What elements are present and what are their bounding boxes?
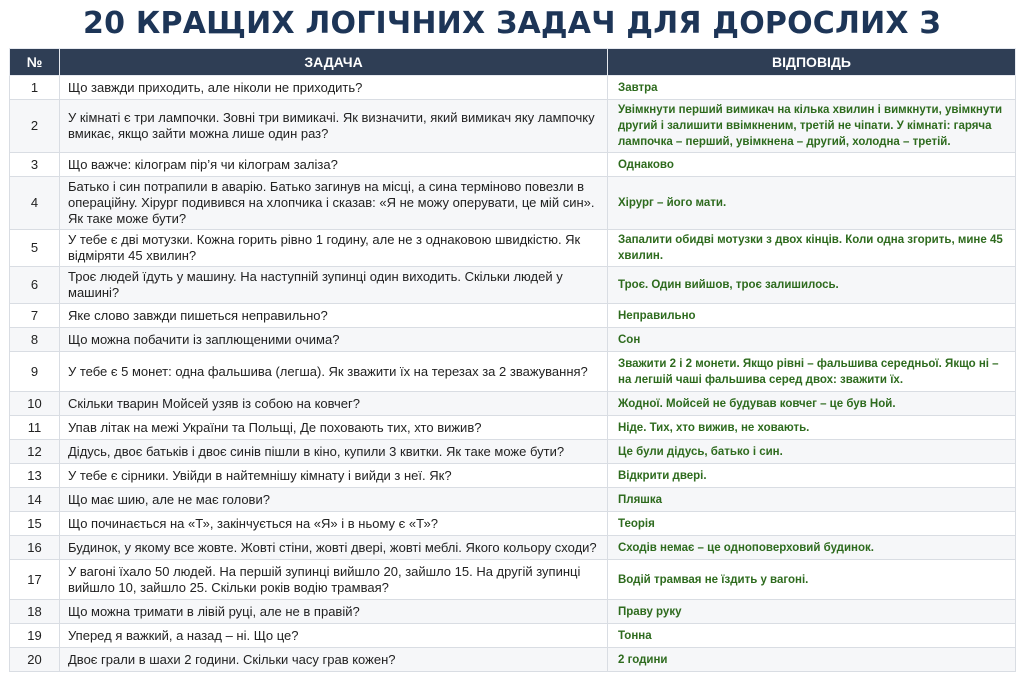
row-answer: Сходів немає – це одноповерховий будинок. bbox=[608, 536, 1016, 560]
row-task: У кімнаті є три лампочки. Зовні три вимикачі. Як визначити, який вимикач яку лампочку вмикає, якщо зайти можна лише один раз? bbox=[60, 100, 608, 153]
row-number: 5 bbox=[10, 230, 60, 267]
row-number: 9 bbox=[10, 352, 60, 392]
table-row bbox=[10, 304, 1016, 328]
row-task: Що завжди приходить, але ніколи не приходить? bbox=[60, 76, 608, 100]
row-task: У тебе є дві мотузки. Кожна горить рівно 1 годину, але не з однаковою швидкістю. Як відміряти 45 хвилин? bbox=[60, 230, 608, 267]
row-number: 8 bbox=[10, 328, 60, 352]
row-number: 17 bbox=[10, 560, 60, 600]
row-task: Троє людей їдуть у машину. На наступній зупинці один виходить. Скільки людей у машині? bbox=[60, 267, 608, 304]
table-row bbox=[10, 352, 1016, 392]
row-task: Упав літак на межі України та Польщі, Де поховають тих, хто вижив? bbox=[60, 416, 608, 440]
row-number: 18 bbox=[10, 600, 60, 624]
row-number: 2 bbox=[10, 100, 60, 153]
row-answer: Неправильно bbox=[608, 304, 1016, 328]
table-row bbox=[10, 536, 1016, 560]
table-row bbox=[10, 648, 1016, 672]
row-task: Що починається на «Т», закінчується на «Я» і в ньому є «Т»? bbox=[60, 512, 608, 536]
row-task: Будинок, у якому все жовте. Жовті стіни, жовті двері, жовті меблі. Якого кольору сходи? bbox=[60, 536, 608, 560]
row-answer: Однаково bbox=[608, 153, 1016, 177]
table-row bbox=[10, 267, 1016, 304]
row-number: 14 bbox=[10, 488, 60, 512]
row-number: 16 bbox=[10, 536, 60, 560]
table-row bbox=[10, 488, 1016, 512]
row-number: 11 bbox=[10, 416, 60, 440]
row-task: Яке слово завжди пишеться неправильно? bbox=[60, 304, 608, 328]
row-number: 19 bbox=[10, 624, 60, 648]
table-row bbox=[10, 328, 1016, 352]
row-answer: Хірург – його мати. bbox=[608, 177, 1016, 230]
row-number: 4 bbox=[10, 177, 60, 230]
row-answer: Водій трамвая не їздить у вагоні. bbox=[608, 560, 1016, 600]
table-row bbox=[10, 230, 1016, 267]
row-answer: Троє. Один вийшов, троє залишилось. bbox=[608, 267, 1016, 304]
row-task: Дідусь, двоє батьків і двоє синів пішли в кіно, купили 3 квитки. Як таке може бути? bbox=[60, 440, 608, 464]
row-answer: Відкрити двері. bbox=[608, 464, 1016, 488]
row-task: Що можна тримати в лівій руці, але не в правій? bbox=[60, 600, 608, 624]
row-answer: Сон bbox=[608, 328, 1016, 352]
table-row bbox=[10, 177, 1016, 230]
row-number: 12 bbox=[10, 440, 60, 464]
row-task: У вагоні їхало 50 людей. На першій зупинці вийшло 20, зайшло 15. На другій зупинці вийшло 10, зайшло 25. Скільки років водію трамвая? bbox=[60, 560, 608, 600]
row-answer: Це були дідусь, батько і син. bbox=[608, 440, 1016, 464]
row-task: Що важче: кілограм пір’я чи кілограм заліза? bbox=[60, 153, 608, 177]
table-row bbox=[10, 560, 1016, 600]
row-answer: Теорія bbox=[608, 512, 1016, 536]
row-answer: Тонна bbox=[608, 624, 1016, 648]
table-row bbox=[10, 624, 1016, 648]
row-task: У тебе є 5 монет: одна фальшива (легша). Як зважити їх на терезах за 2 зважування? bbox=[60, 352, 608, 392]
table-row bbox=[10, 392, 1016, 416]
row-number: 15 bbox=[10, 512, 60, 536]
row-number: 6 bbox=[10, 267, 60, 304]
riddles-table bbox=[9, 48, 1016, 672]
page-title: 20 КРАЩИХ ЛОГІЧНИХ ЗАДАЧ ДЛЯ ДОРОСЛИХ З bbox=[83, 6, 941, 41]
table-row bbox=[10, 100, 1016, 153]
header-task: ЗАДАЧА bbox=[60, 49, 608, 76]
row-number: 3 bbox=[10, 153, 60, 177]
row-answer: Жодної. Мойсей не будував ковчег – це був Ной. bbox=[608, 392, 1016, 416]
row-answer: Зважити 2 і 2 монети. Якщо рівні – фальшива середньої. Якщо ні – на легшій чаші фальшива серед двох: зважити їх. bbox=[608, 352, 1016, 392]
row-task: Двоє грали в шахи 2 години. Скільки часу грав кожен? bbox=[60, 648, 608, 672]
table-row bbox=[10, 440, 1016, 464]
table-header-row bbox=[10, 49, 1016, 76]
row-task: Що можна побачити із заплющеними очима? bbox=[60, 328, 608, 352]
table-row bbox=[10, 512, 1016, 536]
table-row bbox=[10, 464, 1016, 488]
row-number: 20 bbox=[10, 648, 60, 672]
row-task: У тебе є сірники. Увійди в найтемнішу кімнату і вийди з неї. Як? bbox=[60, 464, 608, 488]
row-task: Батько і син потрапили в аварію. Батько загинув на місці, а сина терміново повезли в операційну. Хірург подивився на хлопчика і сказав: «Я не можу оперувати, це мій син». Як таке може бути? bbox=[60, 177, 608, 230]
row-number: 10 bbox=[10, 392, 60, 416]
row-answer: Запалити обидві мотузки з двох кінців. Коли одна згорить, мине 45 хвилин. bbox=[608, 230, 1016, 267]
row-answer: 2 години bbox=[608, 648, 1016, 672]
row-answer: Ніде. Тих, хто вижив, не ховають. bbox=[608, 416, 1016, 440]
row-task: Що має шию, але не має голови? bbox=[60, 488, 608, 512]
table-row bbox=[10, 416, 1016, 440]
table-row bbox=[10, 76, 1016, 100]
row-number: 13 bbox=[10, 464, 60, 488]
row-answer: Увімкнути перший вимикач на кілька хвилин і вимкнути, увімкнути другий і залишити ввімкненим, третій не чіпати. У кімнаті: гаряча лампочка – перший, увімкнена – другий, холодна – третій. bbox=[608, 100, 1016, 153]
header-num: № bbox=[10, 49, 60, 76]
row-answer: Праву руку bbox=[608, 600, 1016, 624]
row-task: Скільки тварин Мойсей узяв із собою на ковчег? bbox=[60, 392, 608, 416]
table-row bbox=[10, 153, 1016, 177]
header-answer: ВІДПОВІДЬ bbox=[608, 49, 1016, 76]
row-task: Уперед я важкий, а назад – ні. Що це? bbox=[60, 624, 608, 648]
row-number: 1 bbox=[10, 76, 60, 100]
row-number: 7 bbox=[10, 304, 60, 328]
table-row bbox=[10, 600, 1016, 624]
row-answer: Завтра bbox=[608, 76, 1016, 100]
row-answer: Пляшка bbox=[608, 488, 1016, 512]
